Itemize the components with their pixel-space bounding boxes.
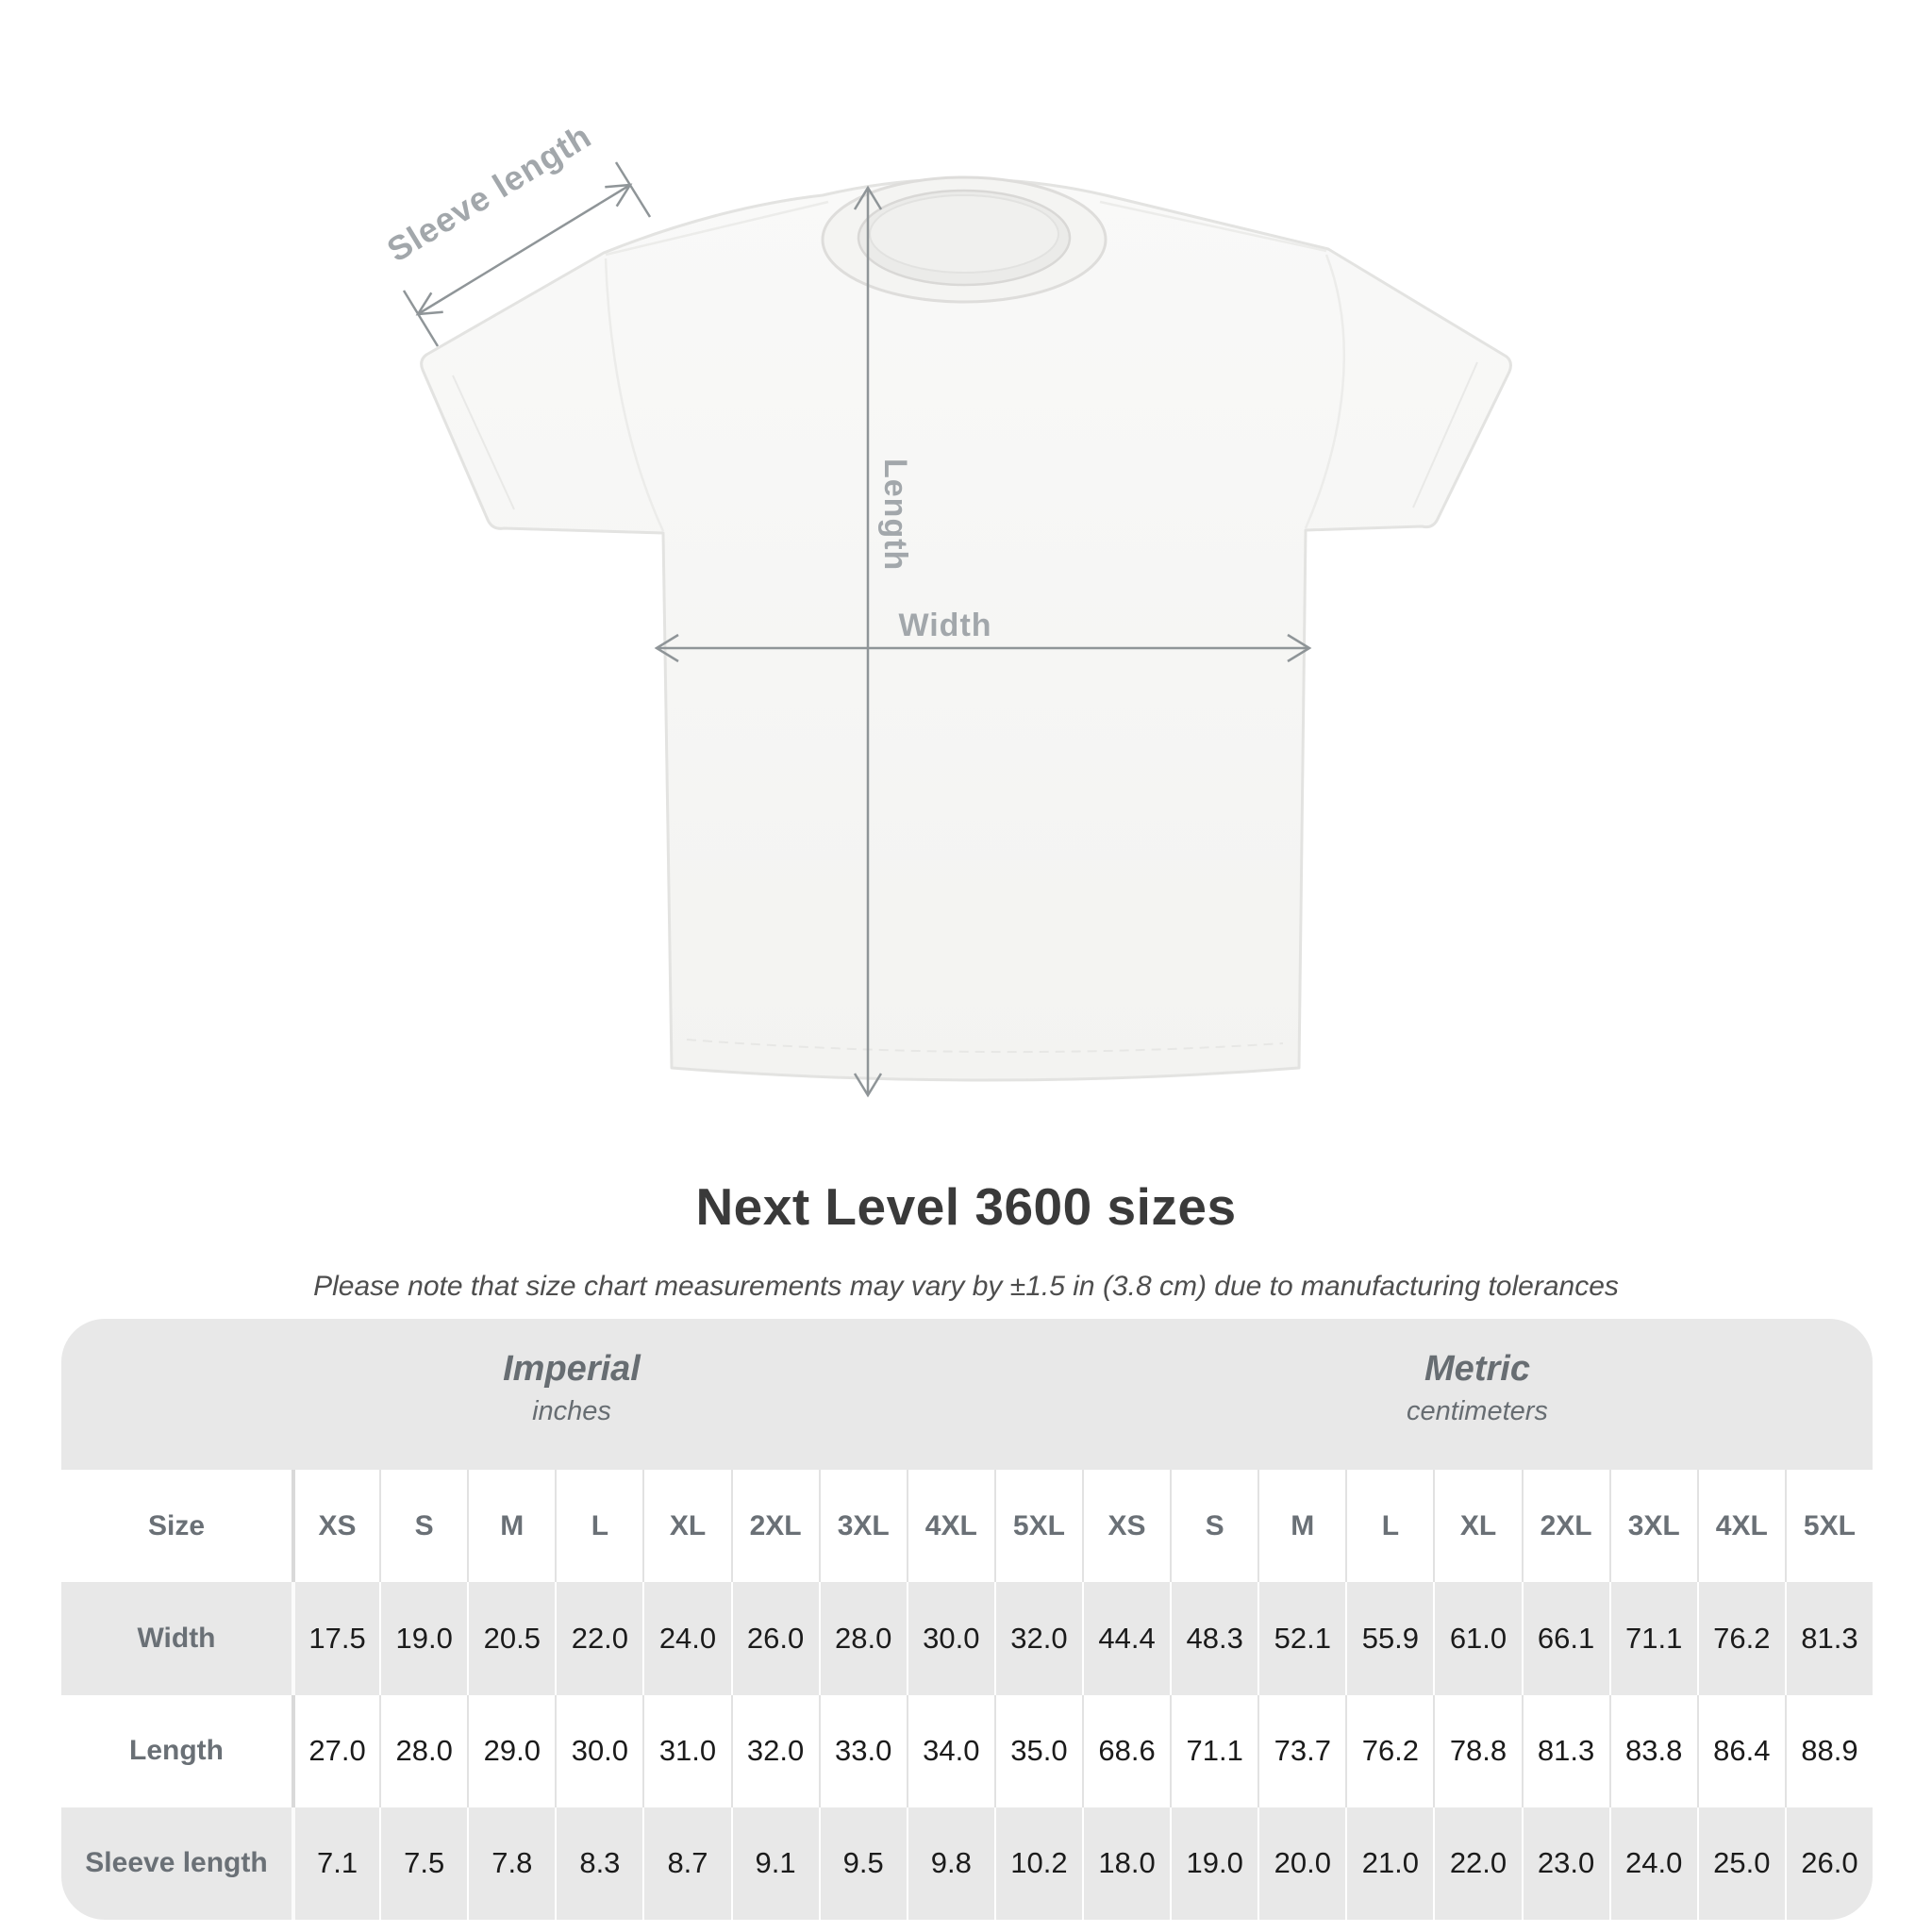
value-cell: 73.7 xyxy=(1257,1695,1345,1807)
value-cell: 81.3 xyxy=(1785,1582,1873,1694)
unit-group-sublabel: centimeters xyxy=(1407,1396,1548,1426)
row-label: Width xyxy=(137,1622,216,1654)
size-table xyxy=(61,1319,1873,1920)
value-cell: 31.0 xyxy=(642,1695,730,1807)
unit-group-metric xyxy=(1082,1319,1873,1470)
unit-group-imperial xyxy=(61,1319,1082,1470)
col-header-metric-s: S xyxy=(1170,1470,1257,1582)
col-header-imperial-4xl: 4XL xyxy=(907,1470,994,1582)
value-cell: 19.0 xyxy=(1170,1807,1257,1920)
col-header-imperial-xs: XS xyxy=(291,1470,379,1582)
value-cell: 81.3 xyxy=(1522,1695,1609,1807)
value-cell: 86.4 xyxy=(1697,1695,1785,1807)
value-cell: 34.0 xyxy=(907,1695,994,1807)
length-label: Length xyxy=(877,458,913,572)
value-cell: 68.6 xyxy=(1082,1695,1170,1807)
col-header-imperial-3xl: 3XL xyxy=(819,1470,907,1582)
value-cell: 33.0 xyxy=(819,1695,907,1807)
value-cell: 27.0 xyxy=(291,1695,379,1807)
value-cell: 28.0 xyxy=(379,1695,467,1807)
value-cell: 32.0 xyxy=(994,1582,1082,1694)
value-cell: 29.0 xyxy=(467,1695,555,1807)
value-cell: 24.0 xyxy=(642,1582,730,1694)
col-header-imperial-xl: XL xyxy=(642,1470,730,1582)
value-cell: 78.8 xyxy=(1433,1695,1521,1807)
size-col-header: Size xyxy=(61,1470,291,1582)
value-cell: 76.2 xyxy=(1345,1695,1433,1807)
row-label: Length xyxy=(61,1695,291,1807)
value-cell: 22.0 xyxy=(1433,1807,1521,1920)
value-cell: 7.5 xyxy=(379,1807,467,1920)
value-cell: 10.2 xyxy=(994,1807,1082,1920)
value-cell: 9.1 xyxy=(731,1807,819,1920)
value-cell: 28.0 xyxy=(819,1582,907,1694)
col-header-imperial-5xl: 5XL xyxy=(994,1470,1082,1582)
col-header-metric-3xl: 3XL xyxy=(1609,1470,1697,1582)
page-title: Next Level 3600 sizes xyxy=(695,1177,1237,1236)
col-header-metric-l: L xyxy=(1345,1470,1433,1582)
col-header-imperial-m: M xyxy=(467,1470,555,1582)
value-cell: 61.0 xyxy=(1433,1582,1521,1694)
value-cell: 22.0 xyxy=(555,1582,642,1694)
value-cell: 8.3 xyxy=(555,1807,642,1920)
value-cell: 8.7 xyxy=(642,1807,730,1920)
unit-group-label: Metric xyxy=(1424,1349,1530,1389)
value-cell: 71.1 xyxy=(1609,1582,1697,1694)
value-cell: 88.9 xyxy=(1785,1695,1873,1807)
value-cell: 9.5 xyxy=(819,1807,907,1920)
value-cell: 26.0 xyxy=(1785,1807,1873,1920)
value-cell: 55.9 xyxy=(1345,1582,1433,1694)
value-cell: 7.1 xyxy=(291,1807,379,1920)
value-cell: 66.1 xyxy=(1522,1582,1609,1694)
col-header-imperial-2xl: 2XL xyxy=(731,1470,819,1582)
value-cell: 76.2 xyxy=(1697,1582,1785,1694)
col-header-metric-m: M xyxy=(1257,1470,1345,1582)
col-header-imperial-s: S xyxy=(379,1470,467,1582)
value-cell: 30.0 xyxy=(907,1582,994,1694)
value-cell: 20.5 xyxy=(467,1582,555,1694)
value-cell: 17.5 xyxy=(291,1582,379,1694)
col-header-metric-2xl: 2XL xyxy=(1522,1470,1609,1582)
value-cell: 44.4 xyxy=(1082,1582,1170,1694)
value-cell: 32.0 xyxy=(731,1695,819,1807)
value-cell: 26.0 xyxy=(731,1582,819,1694)
width-label: Width xyxy=(898,608,992,643)
col-header-metric-xl: XL xyxy=(1433,1470,1521,1582)
value-cell: 52.1 xyxy=(1257,1582,1345,1694)
collar-graphic xyxy=(823,177,1106,302)
row-label: Sleeve length xyxy=(85,1847,268,1879)
value-cell: 83.8 xyxy=(1609,1695,1697,1807)
value-cell: 48.3 xyxy=(1170,1582,1257,1694)
value-cell: 9.8 xyxy=(907,1807,994,1920)
value-cell: 71.1 xyxy=(1170,1695,1257,1807)
col-header-imperial-l: L xyxy=(555,1470,642,1582)
value-cell: 30.0 xyxy=(555,1695,642,1807)
col-header-metric-xs: XS xyxy=(1082,1470,1170,1582)
col-header-metric-4xl: 4XL xyxy=(1697,1470,1785,1582)
unit-group-label: Imperial xyxy=(503,1349,641,1389)
tolerance-note: Please note that size chart measurements may vary by ±1.5 in (3.8 cm) due to manufacturing tolerances xyxy=(313,1271,1619,1302)
sleeve-length-label: Sleeve length xyxy=(380,116,598,270)
col-header-metric-5xl: 5XL xyxy=(1785,1470,1873,1582)
value-cell: 7.8 xyxy=(467,1807,555,1920)
value-cell: 19.0 xyxy=(379,1582,467,1694)
value-cell: 25.0 xyxy=(1697,1807,1785,1920)
value-cell: 18.0 xyxy=(1082,1807,1170,1920)
value-cell: 35.0 xyxy=(994,1695,1082,1807)
value-cell: 21.0 xyxy=(1345,1807,1433,1920)
unit-group-sublabel: inches xyxy=(532,1396,611,1426)
value-cell: 20.0 xyxy=(1257,1807,1345,1920)
value-cell: 23.0 xyxy=(1522,1807,1609,1920)
value-cell: 24.0 xyxy=(1609,1807,1697,1920)
